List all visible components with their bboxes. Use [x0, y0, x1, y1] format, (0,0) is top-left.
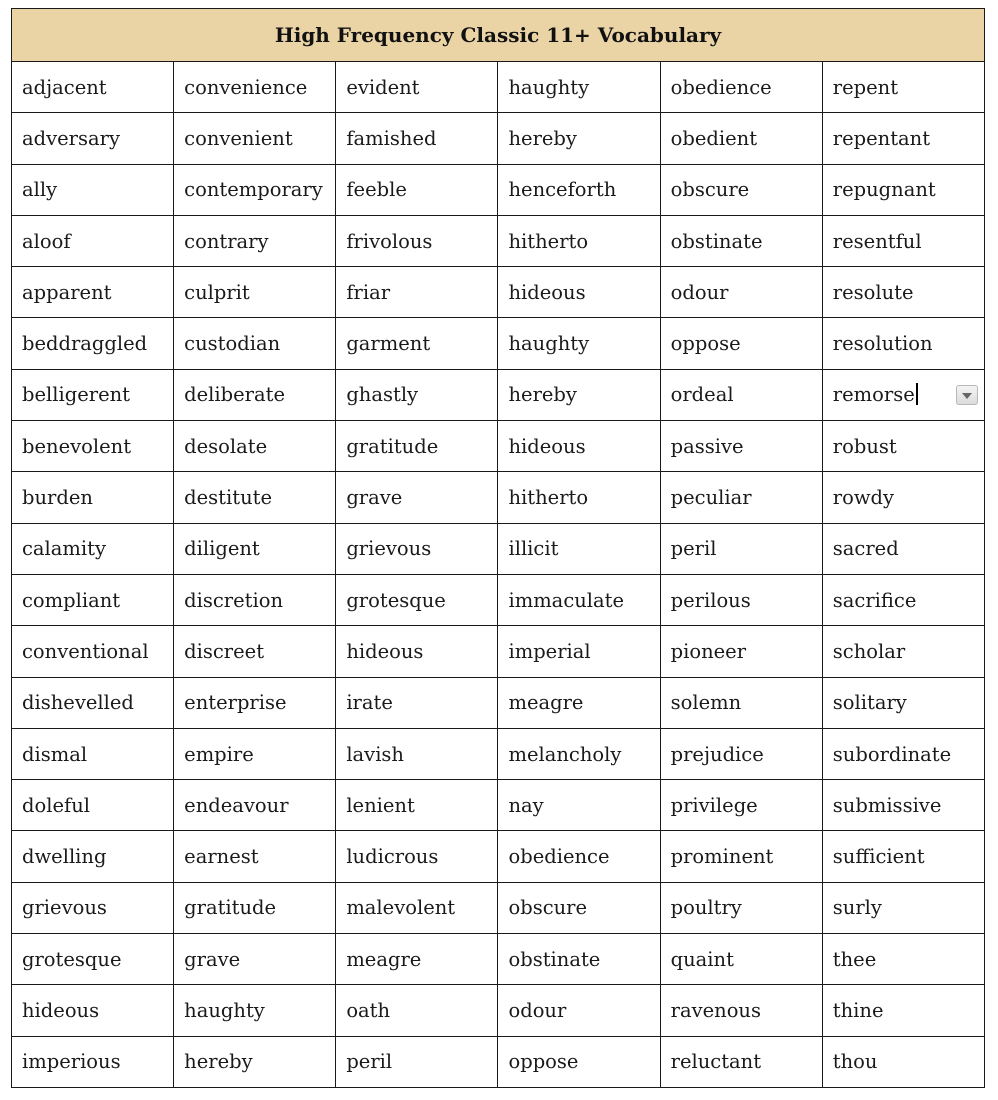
vocab-word: grave: [184, 947, 241, 971]
vocab-cell[interactable]: [336, 626, 498, 677]
vocab-cell[interactable]: [174, 677, 336, 728]
vocab-word: contemporary: [184, 178, 323, 202]
chevron-down-icon[interactable]: [956, 385, 978, 405]
vocab-cell[interactable]: [12, 267, 174, 318]
vocab-cell[interactable]: [336, 421, 498, 472]
vocab-cell[interactable]: [822, 215, 984, 266]
vocab-word: ally: [22, 178, 58, 202]
vocab-cell[interactable]: [498, 318, 660, 369]
vocab-cell[interactable]: [822, 421, 984, 472]
vocab-word: subordinate: [832, 742, 952, 766]
vocab-word: apparent: [22, 280, 112, 304]
vocab-cell[interactable]: [336, 267, 498, 318]
vocab-cell[interactable]: [822, 1036, 984, 1087]
vocab-word: diligent: [184, 537, 260, 561]
vocab-word: contrary: [184, 229, 269, 253]
vocab-word: ravenous: [670, 998, 761, 1022]
vocab-cell[interactable]: [660, 318, 822, 369]
vocab-word: conventional: [22, 639, 149, 663]
vocab-cell[interactable]: [174, 523, 336, 574]
vocab-cell[interactable]: [498, 626, 660, 677]
vocab-word: evident: [346, 75, 420, 99]
vocab-word: culprit: [184, 280, 250, 304]
vocab-word: resolution: [832, 332, 933, 356]
vocab-cell[interactable]: [336, 677, 498, 728]
vocab-word: rowdy: [832, 486, 895, 510]
vocab-word: sacred: [832, 537, 899, 561]
vocab-word: obscure: [508, 896, 588, 920]
vocab-word: haughty: [184, 998, 265, 1022]
vocab-word: earnest: [184, 845, 259, 869]
vocab-cell[interactable]: [822, 626, 984, 677]
vocab-cell[interactable]: [498, 780, 660, 831]
vocab-word: peculiar: [670, 486, 752, 510]
vocab-word: gratitude: [346, 434, 439, 458]
vocab-word: repugnant: [832, 178, 936, 202]
vocab-word: destitute: [184, 486, 273, 510]
vocab-word: famished: [346, 126, 437, 150]
vocab-word: endeavour: [184, 793, 289, 817]
vocab-word: aloof: [22, 229, 71, 253]
vocab-cell[interactable]: [174, 1036, 336, 1087]
vocab-word: irate: [346, 691, 393, 715]
vocab-cell[interactable]: [660, 1036, 822, 1087]
vocab-word: doleful: [22, 793, 91, 817]
vocab-cell[interactable]: [498, 523, 660, 574]
vocab-word: calamity: [22, 537, 106, 561]
vocab-word: hereby: [508, 126, 577, 150]
vocab-word: adversary: [22, 126, 120, 150]
vocab-cell[interactable]: [498, 267, 660, 318]
vocab-cell[interactable]: [498, 882, 660, 933]
vocab-word: remorse: [832, 383, 915, 407]
vocab-cell[interactable]: [660, 267, 822, 318]
table-row: [12, 831, 985, 882]
vocab-word: grotesque: [22, 947, 122, 971]
vocab-cell[interactable]: [498, 934, 660, 985]
table-row: [12, 369, 985, 420]
vocab-word: solitary: [832, 691, 907, 715]
vocab-word: ludicrous: [346, 845, 439, 869]
vocab-cell[interactable]: [498, 62, 660, 113]
vocab-cell[interactable]: [336, 215, 498, 266]
vocabulary-table: [11, 8, 985, 1088]
vocab-cell[interactable]: [822, 934, 984, 985]
vocab-cell[interactable]: [12, 934, 174, 985]
vocab-cell[interactable]: [336, 164, 498, 215]
vocab-cell[interactable]: [822, 677, 984, 728]
vocabulary-rows: [12, 62, 985, 1088]
table-row: [12, 164, 985, 215]
vocab-cell[interactable]: [12, 62, 174, 113]
vocab-word: poultry: [670, 896, 742, 920]
vocab-cell[interactable]: [660, 369, 822, 420]
vocab-cell[interactable]: [174, 62, 336, 113]
vocab-word: hereby: [184, 1050, 253, 1074]
vocab-cell[interactable]: [336, 113, 498, 164]
vocab-word: grievous: [346, 537, 432, 561]
vocab-cell[interactable]: [498, 369, 660, 420]
vocab-cell[interactable]: [336, 934, 498, 985]
vocab-cell[interactable]: [498, 164, 660, 215]
vocab-cell[interactable]: [174, 831, 336, 882]
vocab-cell[interactable]: [822, 164, 984, 215]
vocab-word: hideous: [22, 998, 100, 1022]
vocab-cell[interactable]: [174, 113, 336, 164]
vocab-word: empire: [184, 742, 254, 766]
vocab-word: dismal: [22, 742, 88, 766]
vocab-word: grievous: [22, 896, 107, 920]
table-row: [12, 472, 985, 523]
vocab-word: prejudice: [670, 742, 764, 766]
vocab-word: thee: [832, 947, 877, 971]
vocab-cell[interactable]: [336, 318, 498, 369]
vocab-cell[interactable]: [660, 62, 822, 113]
table-row: [12, 780, 985, 831]
vocab-word: hideous: [346, 639, 424, 663]
vocab-cell[interactable]: [822, 318, 984, 369]
vocab-cell[interactable]: [12, 421, 174, 472]
vocab-word: dishevelled: [22, 691, 134, 715]
vocab-word: deliberate: [184, 383, 285, 407]
vocab-cell[interactable]: [174, 267, 336, 318]
vocab-word: grotesque: [346, 588, 446, 612]
vocab-cell[interactable]: [12, 985, 174, 1036]
vocab-word: peril: [670, 537, 717, 561]
vocab-cell[interactable]: [336, 62, 498, 113]
vocab-cell[interactable]: [336, 1036, 498, 1087]
vocab-cell[interactable]: [660, 215, 822, 266]
vocab-word: hideous: [508, 434, 586, 458]
vocab-word: submissive: [832, 793, 942, 817]
vocab-word: quaint: [670, 947, 734, 971]
vocab-cell[interactable]: [498, 831, 660, 882]
vocab-cell[interactable]: [498, 985, 660, 1036]
vocab-word: ghastly: [346, 383, 419, 407]
vocab-cell[interactable]: [12, 215, 174, 266]
vocab-word: obstinate: [508, 947, 601, 971]
vocab-word: oath: [346, 998, 391, 1022]
vocab-cell[interactable]: [660, 626, 822, 677]
vocab-cell[interactable]: [174, 574, 336, 625]
vocab-cell[interactable]: [174, 728, 336, 779]
vocab-word: obedient: [670, 126, 758, 150]
vocab-word: thou: [832, 1050, 878, 1074]
vocab-cell[interactable]: [12, 113, 174, 164]
vocab-word: dwelling: [22, 845, 107, 869]
vocab-cell[interactable]: [174, 369, 336, 420]
vocab-word: repent: [832, 75, 899, 99]
table-row: [12, 574, 985, 625]
vocab-cell[interactable]: [12, 780, 174, 831]
table-row: [12, 934, 985, 985]
vocab-cell[interactable]: [498, 728, 660, 779]
active-vocab-cell[interactable]: [822, 369, 984, 420]
text-caret: [916, 383, 918, 405]
vocab-word: ordeal: [670, 383, 734, 407]
vocab-cell[interactable]: [336, 728, 498, 779]
vocab-word: perilous: [670, 588, 751, 612]
vocab-word: odour: [508, 998, 567, 1022]
vocab-cell[interactable]: [336, 780, 498, 831]
vocab-cell[interactable]: [660, 677, 822, 728]
vocab-cell[interactable]: [660, 780, 822, 831]
vocab-word: malevolent: [346, 896, 456, 920]
vocab-word: robust: [832, 434, 897, 458]
vocab-cell[interactable]: [12, 574, 174, 625]
vocab-cell[interactable]: [12, 318, 174, 369]
header-row: [12, 9, 985, 62]
vocab-word: hereby: [508, 383, 577, 407]
vocab-word: lenient: [346, 793, 415, 817]
vocab-word: imperial: [508, 639, 591, 663]
vocab-word: burden: [22, 486, 93, 510]
table-row: [12, 677, 985, 728]
table-row: [12, 421, 985, 472]
vocab-word: melancholy: [508, 742, 622, 766]
vocab-cell[interactable]: [498, 215, 660, 266]
vocab-cell[interactable]: [12, 831, 174, 882]
vocab-cell[interactable]: [174, 934, 336, 985]
vocab-cell[interactable]: [12, 882, 174, 933]
vocab-cell[interactable]: [336, 985, 498, 1036]
vocab-cell[interactable]: [174, 215, 336, 266]
vocab-cell[interactable]: [174, 318, 336, 369]
table-row: [12, 985, 985, 1036]
vocab-word: imperious: [22, 1050, 121, 1074]
table-row: [12, 267, 985, 318]
vocab-cell[interactable]: [822, 574, 984, 625]
table-row: [12, 113, 985, 164]
vocab-word: hideous: [508, 280, 586, 304]
table-row: [12, 728, 985, 779]
table-row: [12, 523, 985, 574]
vocab-word: peril: [346, 1050, 393, 1074]
vocab-word: frivolous: [346, 229, 433, 253]
vocab-word: resentful: [832, 229, 922, 253]
vocab-cell[interactable]: [12, 677, 174, 728]
vocab-word: resolute: [832, 280, 914, 304]
vocab-word: compliant: [22, 588, 121, 612]
vocab-word: benevolent: [22, 434, 132, 458]
table-row: [12, 215, 985, 266]
table-row: [12, 882, 985, 933]
vocab-word: obscure: [670, 178, 750, 202]
vocab-cell[interactable]: [174, 780, 336, 831]
vocab-cell[interactable]: [174, 985, 336, 1036]
vocab-cell[interactable]: [12, 728, 174, 779]
vocab-cell[interactable]: [822, 472, 984, 523]
vocab-cell[interactable]: [174, 421, 336, 472]
vocab-cell[interactable]: [336, 523, 498, 574]
vocab-word: oppose: [670, 332, 741, 356]
vocab-word: odour: [670, 280, 729, 304]
vocab-word: repentant: [832, 126, 931, 150]
vocab-word: enterprise: [184, 691, 287, 715]
vocab-cell[interactable]: [174, 472, 336, 523]
vocab-cell[interactable]: [660, 421, 822, 472]
vocab-cell[interactable]: [822, 985, 984, 1036]
vocab-word: discretion: [184, 588, 284, 612]
vocab-word: feeble: [346, 178, 407, 202]
vocab-cell[interactable]: [12, 164, 174, 215]
vocab-cell[interactable]: [498, 472, 660, 523]
vocab-cell[interactable]: [660, 934, 822, 985]
vocab-word: belligerent: [22, 383, 131, 407]
vocab-word: friar: [346, 280, 391, 304]
vocab-cell[interactable]: [336, 369, 498, 420]
vocab-word: scholar: [832, 639, 906, 663]
vocab-word: desolate: [184, 434, 268, 458]
vocab-word: solemn: [670, 691, 742, 715]
table-title: High Frequency Classic 11+ Vocabulary: [12, 9, 985, 62]
vocab-cell[interactable]: [660, 728, 822, 779]
vocab-word: lavish: [346, 742, 404, 766]
vocab-word: obedience: [670, 75, 772, 99]
vocab-word: grave: [346, 486, 403, 510]
vocab-word: beddraggled: [22, 332, 148, 356]
table-row: [12, 62, 985, 113]
vocab-cell[interactable]: [498, 421, 660, 472]
table-row: [12, 626, 985, 677]
vocab-cell[interactable]: [498, 574, 660, 625]
vocab-cell[interactable]: [336, 831, 498, 882]
vocab-cell[interactable]: [336, 472, 498, 523]
vocab-word: meagre: [346, 947, 422, 971]
vocab-word: sacrifice: [832, 588, 917, 612]
vocab-word: passive: [670, 434, 744, 458]
vocab-cell[interactable]: [336, 574, 498, 625]
vocab-cell[interactable]: [822, 62, 984, 113]
vocab-cell[interactable]: [660, 164, 822, 215]
vocab-cell[interactable]: [822, 113, 984, 164]
vocab-word: adjacent: [22, 75, 107, 99]
vocab-word: meagre: [508, 691, 584, 715]
vocab-cell[interactable]: [822, 831, 984, 882]
vocab-cell[interactable]: [822, 780, 984, 831]
vocab-word: prominent: [670, 845, 774, 869]
vocab-cell[interactable]: [822, 882, 984, 933]
vocab-cell[interactable]: [12, 626, 174, 677]
vocab-cell[interactable]: [12, 472, 174, 523]
vocab-word: illicit: [508, 537, 559, 561]
vocab-cell[interactable]: [12, 369, 174, 420]
vocab-cell[interactable]: [174, 626, 336, 677]
vocab-cell[interactable]: [660, 985, 822, 1036]
vocab-word: obedience: [508, 845, 610, 869]
vocab-cell[interactable]: [660, 113, 822, 164]
vocab-word: pioneer: [670, 639, 747, 663]
vocab-cell[interactable]: [660, 882, 822, 933]
vocab-cell[interactable]: [12, 1036, 174, 1087]
vocab-word: gratitude: [184, 896, 277, 920]
vocab-cell[interactable]: [174, 164, 336, 215]
vocab-cell[interactable]: [174, 882, 336, 933]
vocab-word: immaculate: [508, 588, 625, 612]
vocab-cell[interactable]: [498, 677, 660, 728]
vocab-word: discreet: [184, 639, 265, 663]
vocab-word: surly: [832, 896, 882, 920]
vocab-word: oppose: [508, 1050, 579, 1074]
vocab-word: henceforth: [508, 178, 617, 202]
vocab-cell[interactable]: [498, 113, 660, 164]
vocab-word: privilege: [670, 793, 758, 817]
vocab-word: hitherto: [508, 486, 589, 510]
vocab-cell[interactable]: [660, 523, 822, 574]
vocab-word: sufficient: [832, 845, 925, 869]
vocab-word: haughty: [508, 75, 590, 99]
vocab-word: garment: [346, 332, 431, 356]
vocab-word: custodian: [184, 332, 281, 356]
vocab-word: convenience: [184, 75, 308, 99]
vocab-cell[interactable]: [12, 523, 174, 574]
vocab-cell[interactable]: [336, 882, 498, 933]
vocab-word: reluctant: [670, 1050, 762, 1074]
vocab-word: obstinate: [670, 229, 763, 253]
vocab-word: nay: [508, 793, 544, 817]
vocab-cell[interactable]: [660, 831, 822, 882]
vocab-word: hitherto: [508, 229, 589, 253]
vocab-cell[interactable]: [822, 728, 984, 779]
vocab-cell[interactable]: [660, 472, 822, 523]
vocab-word: convenient: [184, 126, 293, 150]
vocab-cell[interactable]: [498, 1036, 660, 1087]
table-row: [12, 1036, 985, 1087]
vocab-word: haughty: [508, 332, 590, 356]
vocab-cell[interactable]: [822, 267, 984, 318]
table-row: [12, 318, 985, 369]
vocab-cell[interactable]: [822, 523, 984, 574]
vocab-word: thine: [832, 998, 884, 1022]
vocab-cell[interactable]: [660, 574, 822, 625]
